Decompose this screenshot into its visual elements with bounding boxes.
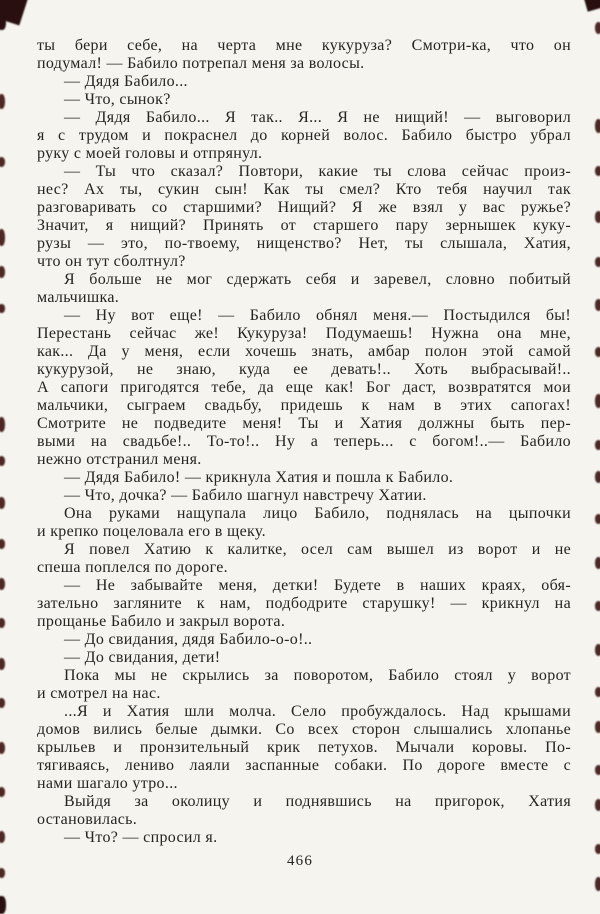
text-line: рузы — это, по-твоему, нищенство? Нет, ты слышала, Хатия, xyxy=(37,235,571,252)
text-line: домов вились белые дымки. Со всех сторон слышались хлопанье xyxy=(37,721,571,738)
scan-corner-mark-bottom-left xyxy=(0,896,6,914)
scan-edge-mark xyxy=(0,539,5,549)
text-line: Я повел Хатию к калитке, осел сам вышел из ворот и не xyxy=(64,541,571,558)
text-line: — До свидания, дядя Бабило-о-о!.. xyxy=(64,631,313,648)
scan-edge-mark xyxy=(595,765,600,775)
text-line: нес? Ах ты, сукин сын! Как ты смел? Кто тебя научил так xyxy=(37,181,571,198)
scan-edge-mark xyxy=(0,698,5,708)
text-block xyxy=(37,37,571,847)
text-line: Она руками нащупала лицо Бабило, поднялась на цыпочки xyxy=(64,505,571,522)
text-line: — Что, сынок? xyxy=(64,91,171,108)
text-line: как... Да у меня, если хочешь знать, амбар полон этой самой xyxy=(37,343,571,360)
text-line: А сапоги пригодятся тебе, да еще как! Бог даст, возвратятся мои xyxy=(37,379,571,396)
scan-edge-mark xyxy=(0,618,5,628)
text-line: разговаривать со старшими? Нищий? Я же взял у вас ружье? xyxy=(37,199,571,216)
scan-edge-mark xyxy=(595,347,600,357)
scan-edge-mark xyxy=(595,211,600,223)
scan-edge-mark xyxy=(595,844,600,854)
scan-edge-mark xyxy=(595,440,600,450)
scan-edge-mark xyxy=(0,787,5,797)
text-line: тягиваясь, лениво лаяли заспанные собаки. По дороге вместе с xyxy=(37,757,571,774)
scan-edge-mark xyxy=(0,742,5,754)
scan-edge-mark xyxy=(595,514,600,524)
scan-edge-mark xyxy=(0,417,5,432)
text-line: Я больше не мог сдержать себя и заревел, словно побитый xyxy=(64,271,571,288)
text-line: — Дядя Бабило! — крикнула Хатия и пошла к Бабило. xyxy=(64,469,454,486)
scan-edge-mark xyxy=(0,658,5,670)
scan-edge-mark xyxy=(595,119,600,133)
text-line: Значит, я нищий? Принять от старшего пару зернышек куку- xyxy=(37,217,571,234)
text-line: — Не забывайте меня, детки! Будете в наших краях, обя- xyxy=(64,577,571,594)
text-line: зательно загляните к нам, подбодрите старушку! — крикнул на xyxy=(37,595,571,612)
text-line: подумал! — Бабило потрепал меня за волосы. xyxy=(37,55,365,72)
scan-edge-mark xyxy=(595,557,600,569)
scan-corner-mark-top-right xyxy=(583,0,600,12)
scan-edge-mark xyxy=(0,157,5,167)
text-line: — Ну вот еще! — Бабило обнял меня.— Постыдился бы! xyxy=(64,307,571,324)
text-line: — Что, дочка? — Бабило шагнул навстречу Хатии. xyxy=(64,487,427,504)
scan-edge-mark xyxy=(595,799,600,811)
scan-edge-mark xyxy=(595,394,600,408)
text-line: нежно отстранил меня. xyxy=(37,451,202,468)
scan-edge-mark xyxy=(0,304,5,313)
scan-edge-mark xyxy=(595,877,600,891)
scan-edge-mark xyxy=(595,601,600,611)
scan-edge-mark xyxy=(595,299,600,311)
text-line: Смотрите не подведите меня! Ты и Хатия должны быть пер- xyxy=(37,415,571,432)
text-line: кукурузой, не знаю, куда ее девать!.. Хоть выбрасывай!.. xyxy=(37,361,571,378)
text-line: — Дядя Бабило... xyxy=(64,73,188,90)
scan-edge-mark xyxy=(0,578,5,590)
text-line: Выйдя за околицу и поднявшись на пригорок, Хатия xyxy=(64,793,571,810)
text-line: мальчишка. xyxy=(37,289,120,306)
scan-edge-mark xyxy=(595,644,600,656)
text-line: и крепко поцеловала его в щеку. xyxy=(37,523,266,540)
scan-edge-mark xyxy=(0,497,5,509)
text-line: остановилась. xyxy=(37,811,138,828)
text-line: ...Я и Хатия шли молча. Село пробуждалось. Над крышами xyxy=(64,703,571,720)
text-line: Перестань сейчас же! Кукуруза! Подумаешь! Нужна она мне, xyxy=(37,325,571,342)
text-line: выми на свадьбе!.. То-то!.. Ну а теперь... с богом!..— Бабило xyxy=(37,433,571,450)
scan-edge-mark xyxy=(595,721,600,733)
text-line: ты бери себе, на черта мне кукуруза? Смотри-ка, что он xyxy=(37,37,571,54)
page-number: 466 xyxy=(286,853,314,869)
text-line: — До свидания, дети! xyxy=(64,649,221,666)
text-line: прощанье Бабило и закрыл ворота. xyxy=(37,613,286,630)
text-line: — Ты что сказал? Повтори, какие ты слова сейчас произ- xyxy=(64,163,571,180)
scan-edge-mark xyxy=(0,868,5,878)
text-line: что он тут сболтнул? xyxy=(37,253,186,270)
text-line: крыльев и пронзительный крик петухов. Мычали коровы. По- xyxy=(37,739,571,756)
scan-corner-mark-top-left-tail xyxy=(0,14,6,30)
scan-edge-mark xyxy=(0,229,5,246)
scan-edge-mark xyxy=(595,166,600,176)
scan-edge-mark xyxy=(595,471,600,483)
text-line: руку с моей головы и отпрянул. xyxy=(37,145,263,162)
scan-edge-mark xyxy=(0,831,5,843)
text-line: Пока мы не скрылись за поворотом, Бабило стоял у ворот xyxy=(64,667,571,684)
scan-edge-mark xyxy=(0,266,5,278)
text-line: я с трудом и покраснел до корней волос. Бабило быстро убрал xyxy=(37,127,571,144)
scan-edge-mark xyxy=(595,687,600,697)
text-line: нами шагало утро... xyxy=(37,775,178,792)
text-line: — Что? — спросил я. xyxy=(64,829,218,846)
text-line: — Дядя Бабило... Я так.. Я... Я не нищий! — выговорил xyxy=(64,109,571,126)
scan-edge-mark xyxy=(0,94,5,109)
scan-edge-mark xyxy=(595,22,600,34)
scan-edge-mark xyxy=(0,456,5,466)
text-line: и смотрел на нас. xyxy=(37,685,161,702)
scan-edge-mark xyxy=(595,257,600,267)
text-line: спеша поплелся по дороге. xyxy=(37,559,228,576)
text-line: мальчики, сыграем свадьбу, придешь к нам в этих сапогах! xyxy=(37,397,571,414)
